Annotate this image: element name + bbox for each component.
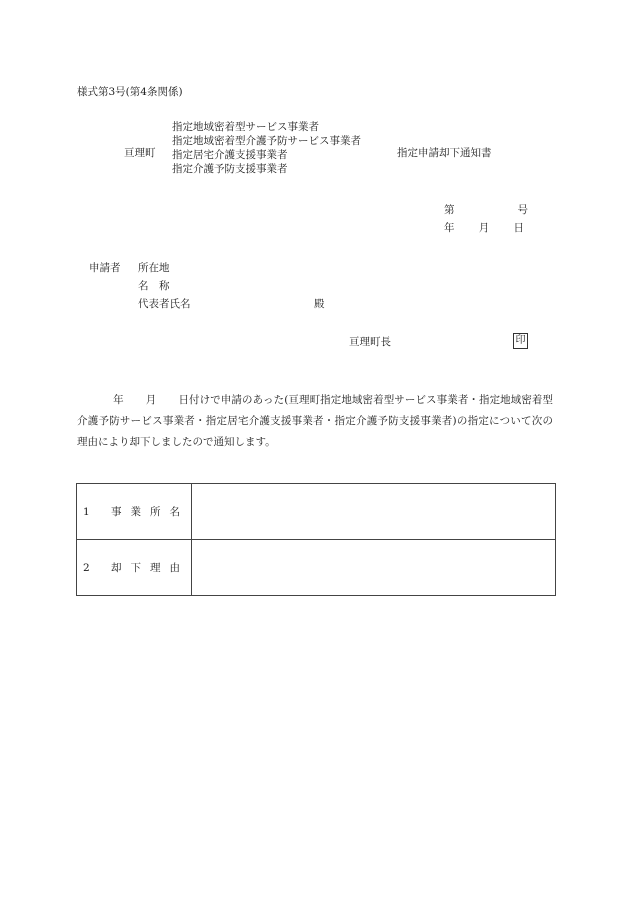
body-text: 日付けで申請のあった(亘理町指定地域密着型サービス事業者・指定地域密着型介護予防サービス事業者・指定居宅介護支援事業者・指定介護予防支援事業者)の指定について次の理由により却下しましたので通知します。 bbox=[77, 394, 554, 448]
notification-body bbox=[77, 390, 553, 453]
honorific: 殿 bbox=[314, 298, 325, 310]
issue-date bbox=[444, 223, 524, 234]
date-month: 月 bbox=[478, 222, 490, 234]
document-number bbox=[444, 205, 528, 216]
row-value bbox=[192, 540, 556, 596]
body-month: 月 bbox=[145, 394, 157, 406]
town-name: 亘理町 bbox=[124, 147, 156, 159]
document-number-suffix: 号 bbox=[517, 204, 528, 216]
business-type-item: 指定居宅介護支援事業者 bbox=[172, 149, 288, 161]
address-label: 所在地 bbox=[138, 262, 170, 274]
business-type-list bbox=[172, 122, 361, 178]
business-type-item: 指定介護予防支援事業者 bbox=[172, 163, 288, 175]
date-day: 日 bbox=[513, 222, 524, 234]
row-value bbox=[192, 484, 556, 540]
business-type-item: 指定地域密着型サービス事業者 bbox=[172, 121, 319, 133]
row-label: 2 却下理由 bbox=[77, 540, 192, 596]
table-row bbox=[77, 540, 556, 596]
row-label: 1 事業所名 bbox=[77, 484, 192, 540]
document-title: 指定申請却下通知書 bbox=[397, 147, 492, 159]
seal-mark: 印 bbox=[513, 333, 528, 349]
representative-label: 代表者氏名 bbox=[138, 298, 191, 310]
date-year: 年 bbox=[444, 222, 455, 234]
table-row bbox=[77, 484, 556, 540]
details-table bbox=[76, 483, 556, 596]
issuer-title: 亘理町長 bbox=[349, 336, 391, 348]
business-type-item: 指定地域密着型介護予防サービス事業者 bbox=[172, 135, 361, 147]
document-number-prefix: 第 bbox=[444, 204, 455, 216]
name-label: 名 称 bbox=[138, 280, 170, 292]
applicant-label: 申請者 bbox=[89, 262, 121, 274]
form-number: 様式第3号(第4条関係) bbox=[77, 86, 183, 98]
body-year: 年 bbox=[113, 394, 124, 406]
